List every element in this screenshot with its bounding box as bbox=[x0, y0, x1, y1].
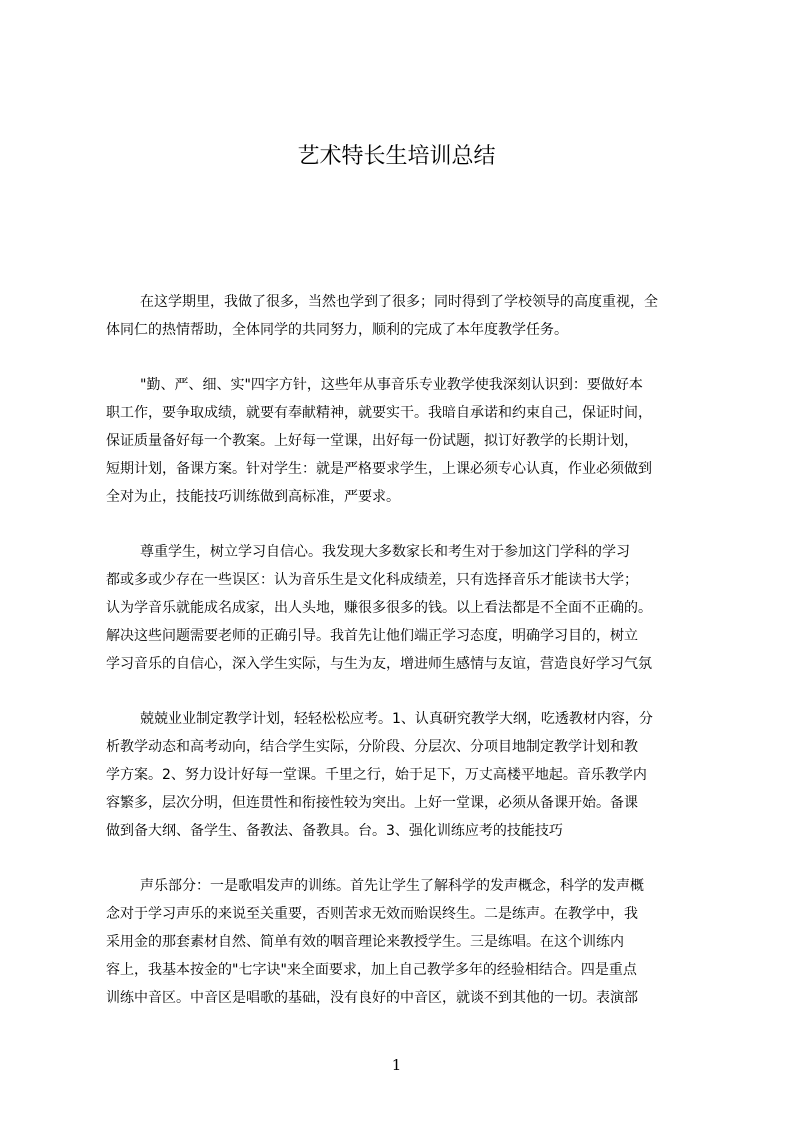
document-body bbox=[106, 288, 698, 1039]
paragraph-line: 解决这些问题需要老师的正确引导。我首先让他们端正学习态度，明确学习目的，树立 bbox=[106, 628, 638, 644]
paragraph-line: 认为学音乐就能成名成家，出人头地，赚很多很多的钱。以上看法都是不全面不正确的。 bbox=[106, 600, 652, 616]
paragraph-line: 容上，我基本按金的"七字诀"来全面要求，加上自己教学多年的经验相结合。四是重点 bbox=[106, 962, 637, 978]
paragraph-line: 采用金的那套素材自然、简单有效的咽音理论来教授学生。三是练唱。在这个训练内 bbox=[106, 934, 624, 950]
paragraph-3 bbox=[106, 538, 698, 678]
paragraph-line: 职工作，要争取成绩，就要有奉献精神，就要实干。我暗自承诺和约束自己，保证时间， bbox=[106, 405, 652, 421]
paragraph-line: 学方案。2、努力设计好每一堂课。千里之行，始于足下，万丈高楼平地起。音乐教学内 bbox=[106, 767, 647, 783]
paragraph-1 bbox=[106, 288, 698, 344]
paragraph-line: 保证质量备好每一个教案。上好每一堂课，出好每一份试题，拟订好教学的长期计划， bbox=[106, 433, 638, 449]
paragraph-line: 兢兢业业制定教学计划，轻轻松松应考。1、认真研究教学大纲，吃透教材内容，分 bbox=[140, 711, 653, 727]
paragraph-line: 念对于学习声乐的来说至关重要，否则苦求无效而贻误终生。二是练声。在教学中，我 bbox=[106, 906, 638, 922]
paragraph-line: 声乐部分：一是歌唱发声的训练。首先让学生了解科学的发声概念，科学的发声概 bbox=[140, 878, 644, 894]
paragraph-line: 容繁多，层次分明，但连贯性和衔接性较为突出。上好一堂课，必须从备课开始。备课 bbox=[106, 795, 638, 811]
paragraph-4 bbox=[106, 705, 698, 845]
paragraph-line: 在这学期里，我做了很多，当然也学到了很多；同时得到了学校领导的高度重视，全 bbox=[140, 294, 658, 310]
paragraph-line: 做到备大纲、备学生、备教法、备教具。台。3、强化训练应考的技能技巧 bbox=[106, 823, 563, 839]
paragraph-5 bbox=[106, 872, 698, 1012]
paragraph-line: "勤、严、细、实"四字方针，这些年从事音乐专业教学使我深刻认识到：要做好本 bbox=[140, 377, 643, 393]
paragraph-line: 尊重学生，树立学习自信心。我发现大多数家长和考生对于参加这门学科的学习 bbox=[140, 544, 630, 560]
paragraph-line: 短期计划，备课方案。针对学生：就是严格要求学生，上课必须专心认真，作业必须做到 bbox=[106, 461, 652, 477]
document-title: 艺术特长生培训总结 bbox=[297, 144, 496, 169]
page-number: 1 bbox=[391, 1056, 402, 1074]
paragraph-line: 析教学动态和高考动向，结合学生实际，分阶段、分层次、分项目地制定教学计划和教 bbox=[106, 739, 638, 755]
paragraph-line: 全对为止，技能技巧训练做到高标准，严要求。 bbox=[106, 489, 400, 505]
paragraph-line: 体同仁的热情帮助，全体同学的共同努力，顺利的完成了本年度教学任务。 bbox=[106, 322, 568, 338]
paragraph-line: 训练中音区。中音区是唱歌的基础，没有良好的中音区，就谈不到其他的一切。表演部 bbox=[106, 990, 638, 1006]
paragraph-2 bbox=[106, 371, 698, 511]
paragraph-line: 学习音乐的自信心，深入学生实际，与生为友，增进师生感情与友谊，营造良好学习气氛 bbox=[106, 656, 652, 672]
paragraph-line: 都或多或少存在一些误区：认为音乐生是文化科成绩差，只有选择音乐才能读书大学； bbox=[106, 572, 638, 588]
